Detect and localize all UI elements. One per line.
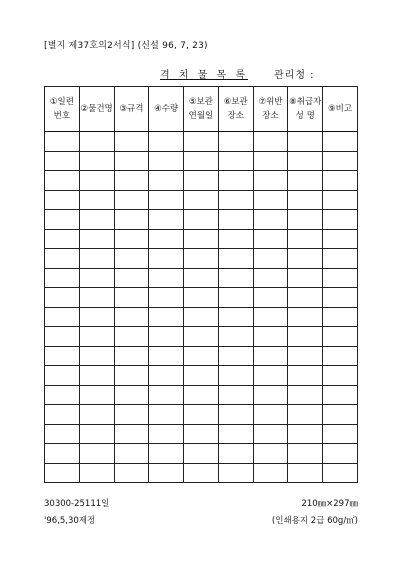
table-cell	[288, 268, 323, 288]
column-header-serial-number: ①일련 번호	[45, 87, 80, 132]
table-cell	[114, 268, 149, 288]
table-cell	[114, 444, 149, 464]
table-cell	[45, 229, 80, 249]
table-cell	[114, 424, 149, 444]
table-cell	[288, 424, 323, 444]
column-header-storage-place: ⑥보관 장소	[218, 87, 253, 132]
table-row	[45, 132, 358, 152]
form-code: 30300-25111일	[44, 499, 110, 509]
register-table	[44, 86, 358, 483]
table-cell	[149, 190, 184, 210]
table-cell	[45, 190, 80, 210]
table-cell	[114, 463, 149, 483]
table-cell	[79, 463, 114, 483]
table-cell	[79, 307, 114, 327]
table-cell	[323, 327, 358, 347]
table-cell	[323, 249, 358, 269]
table-cell	[184, 424, 219, 444]
table-cell	[79, 210, 114, 230]
column-header-specification: ③규격	[114, 87, 149, 132]
table-cell	[253, 210, 288, 230]
table-cell	[288, 444, 323, 464]
form-header-note: [별지 제37호의2서식] (신설 96, 7, 23)	[44, 41, 208, 51]
table-cell	[323, 268, 358, 288]
table-cell	[288, 190, 323, 210]
table-cell	[149, 385, 184, 405]
table-cell	[253, 424, 288, 444]
table-cell	[149, 405, 184, 425]
table-cell	[45, 385, 80, 405]
table-cell	[218, 366, 253, 386]
table-row	[45, 385, 358, 405]
table-cell	[323, 307, 358, 327]
table-cell	[184, 405, 219, 425]
table-cell	[253, 307, 288, 327]
table-cell	[149, 171, 184, 191]
table-cell	[323, 210, 358, 230]
table-cell	[149, 327, 184, 347]
table-cell	[45, 424, 80, 444]
table-cell	[253, 346, 288, 366]
table-cell	[253, 327, 288, 347]
table-cell	[253, 444, 288, 464]
table-cell	[288, 288, 323, 308]
table-cell	[218, 385, 253, 405]
table-cell	[253, 249, 288, 269]
table-cell	[45, 307, 80, 327]
table-cell	[288, 385, 323, 405]
table-cell	[114, 346, 149, 366]
table-cell	[218, 307, 253, 327]
table-cell	[114, 210, 149, 230]
table-cell	[114, 385, 149, 405]
table-cell	[288, 366, 323, 386]
table-cell	[184, 327, 219, 347]
table-cell	[323, 190, 358, 210]
column-header-quantity: ④수량	[149, 87, 184, 132]
table-cell	[288, 463, 323, 483]
table-cell	[218, 444, 253, 464]
table-cell	[253, 171, 288, 191]
table-cell	[218, 424, 253, 444]
table-cell	[45, 346, 80, 366]
table-cell	[149, 151, 184, 171]
table-cell	[184, 229, 219, 249]
table-cell	[253, 405, 288, 425]
table-cell	[149, 346, 184, 366]
table-cell	[114, 190, 149, 210]
table-cell	[79, 249, 114, 269]
table-cell	[114, 132, 149, 152]
table-cell	[323, 346, 358, 366]
table-cell	[253, 151, 288, 171]
table-cell	[218, 346, 253, 366]
table-cell	[45, 444, 80, 464]
table-cell	[114, 151, 149, 171]
table-cell	[288, 346, 323, 366]
table-cell	[253, 288, 288, 308]
table-cell	[323, 229, 358, 249]
table-cell	[323, 366, 358, 386]
table-cell	[184, 463, 219, 483]
table-row	[45, 444, 358, 464]
table-cell	[184, 132, 219, 152]
table-cell	[45, 405, 80, 425]
table-cell	[218, 210, 253, 230]
table-cell	[218, 229, 253, 249]
table-cell	[79, 327, 114, 347]
table-cell	[288, 229, 323, 249]
table-cell	[218, 249, 253, 269]
table-cell	[184, 249, 219, 269]
table-cell	[218, 151, 253, 171]
table-row	[45, 249, 358, 269]
table-cell	[45, 210, 80, 230]
table-cell	[184, 210, 219, 230]
table-cell	[45, 171, 80, 191]
table-cell	[218, 327, 253, 347]
table-cell	[218, 288, 253, 308]
table-cell	[288, 249, 323, 269]
table-cell	[218, 405, 253, 425]
table-cell	[184, 385, 219, 405]
table-cell	[79, 405, 114, 425]
table-cell	[149, 210, 184, 230]
column-header-violation-place: ⑦위반 장소	[253, 87, 288, 132]
enactment-date: '96,5,30제정	[44, 516, 96, 526]
table-row	[45, 190, 358, 210]
table-cell	[184, 268, 219, 288]
table-cell	[114, 327, 149, 347]
table-cell	[149, 249, 184, 269]
table-cell	[288, 171, 323, 191]
table-cell	[323, 444, 358, 464]
table-cell	[288, 405, 323, 425]
table-cell	[288, 132, 323, 152]
table-row	[45, 151, 358, 171]
table-cell	[253, 385, 288, 405]
column-header-item-name: ②물건명	[79, 87, 114, 132]
table-cell	[149, 132, 184, 152]
table-cell	[114, 307, 149, 327]
column-header-storage-date: ⑤보관 연월일	[184, 87, 219, 132]
table-cell	[79, 444, 114, 464]
table-row	[45, 424, 358, 444]
table-cell	[149, 424, 184, 444]
table-cell	[149, 229, 184, 249]
table-cell	[45, 288, 80, 308]
table-cell	[79, 424, 114, 444]
table-cell	[288, 307, 323, 327]
table-cell	[253, 229, 288, 249]
table-cell	[79, 151, 114, 171]
table-cell	[45, 151, 80, 171]
table-cell	[45, 463, 80, 483]
table-cell	[114, 288, 149, 308]
table-cell	[79, 346, 114, 366]
table-cell	[323, 385, 358, 405]
table-cell	[253, 190, 288, 210]
table-cell	[79, 288, 114, 308]
table-row	[45, 288, 358, 308]
table-row	[45, 229, 358, 249]
table-cell	[218, 132, 253, 152]
paper-size: 210㎜×297㎜	[301, 499, 358, 509]
table-cell	[323, 132, 358, 152]
table-cell	[184, 171, 219, 191]
table-cell	[253, 268, 288, 288]
table-row	[45, 346, 358, 366]
title-row	[160, 66, 315, 81]
column-header-remarks: ⑨비고	[323, 87, 358, 132]
form-title: 격 치 물 목 록	[160, 70, 249, 81]
table-cell	[323, 151, 358, 171]
table-cell	[79, 190, 114, 210]
table-cell	[114, 171, 149, 191]
table-cell	[288, 151, 323, 171]
table-cell	[184, 346, 219, 366]
table-cell	[79, 385, 114, 405]
table-cell	[218, 171, 253, 191]
table-row	[45, 327, 358, 347]
table-cell	[45, 366, 80, 386]
table-cell	[149, 307, 184, 327]
footer-right	[272, 496, 358, 530]
table-header-row	[45, 87, 358, 132]
table-cell	[323, 405, 358, 425]
table-cell	[79, 366, 114, 386]
table-cell	[45, 132, 80, 152]
table-cell	[114, 405, 149, 425]
table-cell	[253, 366, 288, 386]
table-cell	[149, 268, 184, 288]
table-row	[45, 463, 358, 483]
office-label: 관리청 :	[274, 70, 315, 81]
table-cell	[149, 366, 184, 386]
table-cell	[45, 249, 80, 269]
table-cell	[184, 190, 219, 210]
table-cell	[114, 249, 149, 269]
table-cell	[114, 366, 149, 386]
table-cell	[323, 288, 358, 308]
table-row	[45, 405, 358, 425]
table-cell	[79, 171, 114, 191]
table-cell	[184, 366, 219, 386]
paper-spec: (인쇄용지 2급 60g/㎡)	[271, 516, 358, 526]
table-cell	[149, 463, 184, 483]
table-cell	[149, 288, 184, 308]
table-cell	[149, 444, 184, 464]
table-cell	[184, 444, 219, 464]
table-cell	[45, 268, 80, 288]
table-row	[45, 210, 358, 230]
table-cell	[218, 463, 253, 483]
table-cell	[253, 132, 288, 152]
table-cell	[79, 268, 114, 288]
table-body	[45, 132, 358, 483]
table-row	[45, 307, 358, 327]
table-cell	[114, 229, 149, 249]
column-header-handler-name: ⑧취급자 성 명	[288, 87, 323, 132]
table-cell	[79, 229, 114, 249]
table-cell	[184, 151, 219, 171]
table-cell	[288, 327, 323, 347]
table-cell	[253, 463, 288, 483]
table-cell	[218, 268, 253, 288]
table-cell	[184, 288, 219, 308]
table-cell	[323, 171, 358, 191]
table-cell	[218, 190, 253, 210]
table-cell	[288, 210, 323, 230]
table-cell	[45, 327, 80, 347]
table-cell	[323, 463, 358, 483]
table-row	[45, 171, 358, 191]
table-cell	[323, 424, 358, 444]
table-cell	[184, 307, 219, 327]
table-row	[45, 268, 358, 288]
table-row	[45, 366, 358, 386]
footer-left	[44, 496, 109, 530]
table-cell	[79, 132, 114, 152]
